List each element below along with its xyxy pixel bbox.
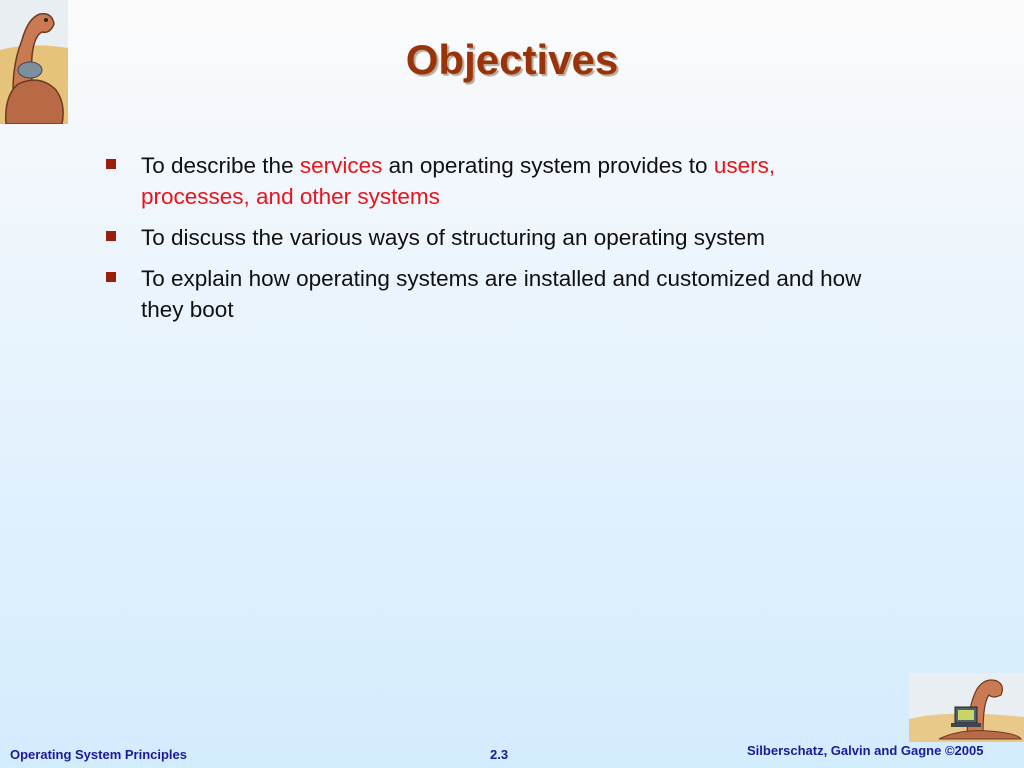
- bullet-text: [141, 153, 775, 209]
- square-bullet-icon: [106, 159, 116, 169]
- bullet-text: To explain how operating systems are installed and customized and how they boot: [141, 266, 862, 322]
- bullet-item: [103, 150, 883, 212]
- square-bullet-icon: [106, 231, 116, 241]
- bullet-item: [103, 263, 883, 325]
- square-bullet-icon: [106, 272, 116, 282]
- text-segment: an operating system provides to: [382, 153, 714, 178]
- bullet-text: To discuss the various ways of structuring an operating system: [141, 225, 766, 250]
- objectives-list: [103, 150, 883, 335]
- dinosaur-laptop-icon: [909, 673, 1024, 742]
- slide-title: Objectives: [405, 36, 619, 83]
- footer-copyright: Silberschatz, Galvin and Gagne ©2005: [747, 743, 984, 758]
- highlighted-term: services: [299, 153, 383, 178]
- footer-course-title: Operating System Principles: [10, 747, 188, 762]
- text-segment: To describe the: [141, 153, 300, 178]
- bullet-item: [103, 222, 883, 253]
- highlighted-term: users, processes, and other systems: [141, 153, 776, 209]
- footer-page-number: 2.3: [490, 747, 509, 762]
